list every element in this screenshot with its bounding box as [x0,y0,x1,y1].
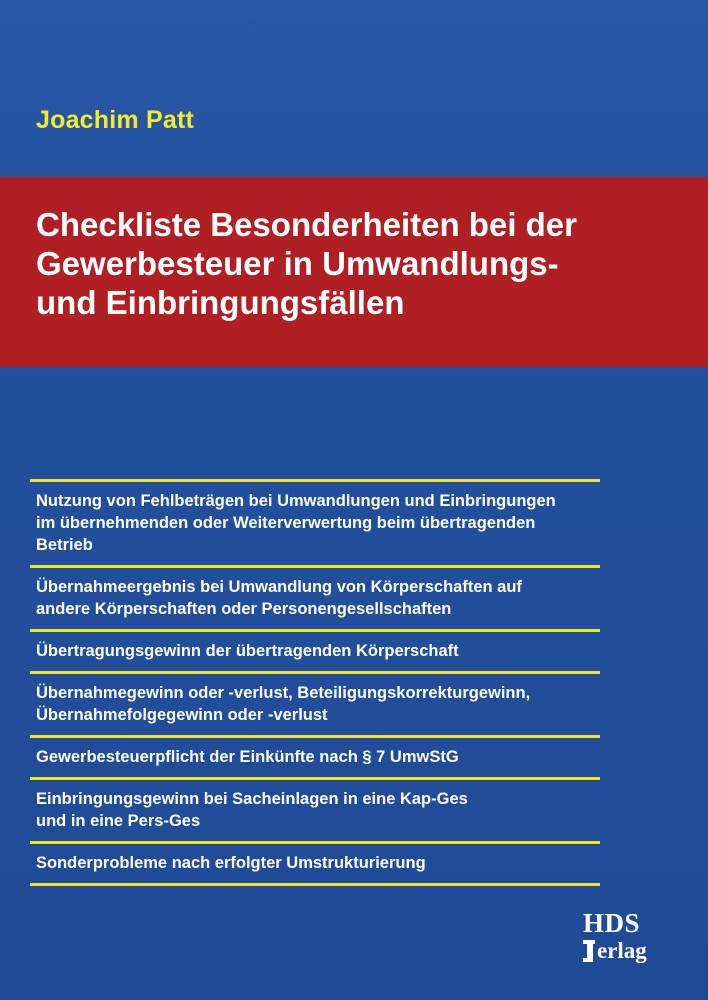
publisher-sub [583,938,663,964]
topic-line: im übernehmenden oder Weiterverwertung beim übertragenden [36,514,536,532]
publisher-name: HDS [583,908,641,938]
publisher-logo [583,908,663,964]
title-line-1: Checkliste Besonderheiten bei der [36,206,578,243]
title-line-2: Gewerbesteuer in Umwandlungs- [36,245,559,282]
topic-line: andere Körperschaften oder Personengesellschaften [36,600,452,618]
verlag-mark-icon [583,940,595,962]
topic-item-uebernahmeergebnis [30,568,600,629]
topic-item-sonderprobleme [30,844,600,883]
topic-item-uebernahmegewinn [30,674,600,735]
topic-line: und in eine Pers-Ges [36,812,201,830]
topic-line: Übertragungsgewinn der übertragenden Körperschaft [36,642,459,660]
topic-line: Nutzung von Fehlbeträgen bei Umwandlungen und Einbringungen [36,492,556,510]
topic-item-fehlbetraege [30,482,600,565]
topic-line: Übernahmefolgegewinn oder -verlust [36,706,328,724]
topic-item-uebertragungsgewinn [30,632,600,671]
topic-line: Übernahmeergebnis bei Umwandlung von Körperschaften auf [36,578,522,596]
topic-line: Übernahmegewinn oder -verlust, Beteiligungskorrekturgewinn, [36,684,531,702]
topic-item-einbringungsgewinn [30,780,600,841]
topic-line: Betrieb [36,536,93,554]
title-line-3: und Einbringungsfällen [36,284,405,321]
topic-line: Sonderprobleme nach erfolgter Umstrukturierung [36,854,426,872]
book-title [36,205,577,322]
topic-line: Einbringungsgewinn bei Sacheinlagen in eine Kap-Ges [36,790,468,808]
topic-line: Gewerbesteuerpflicht der Einkünfte nach § 7 UmwStG [36,748,459,766]
publisher-sub-text: erlag [597,938,647,963]
topic-list [30,479,600,886]
author-name: Joachim Patt [36,106,195,134]
topic-divider [30,883,600,886]
title-band [0,177,708,367]
topic-item-gewerbesteuerpflicht [30,738,600,777]
